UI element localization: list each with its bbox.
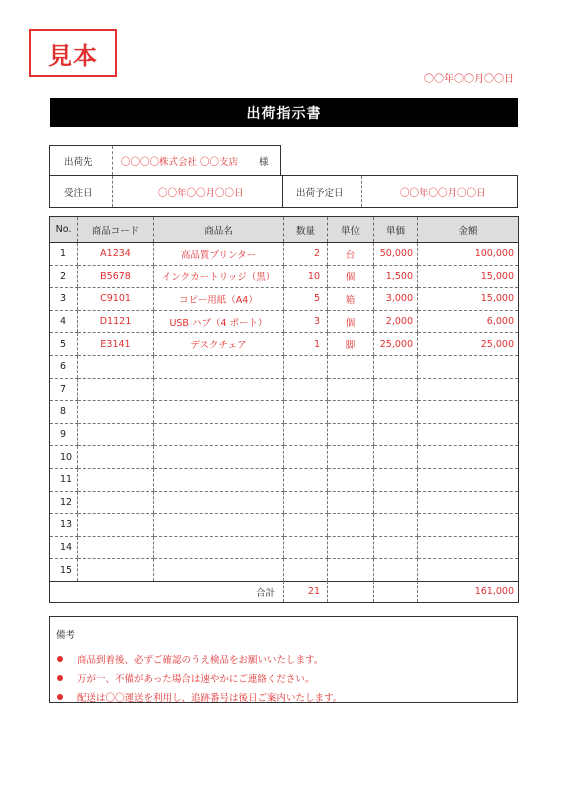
sample-stamp: 見本 — [29, 29, 117, 77]
row-name: デスクチェア — [154, 333, 284, 356]
ship-to-suffix: 様 — [259, 156, 269, 168]
table-header-row — [50, 217, 519, 243]
total-table — [49, 581, 519, 603]
table-row — [50, 446, 519, 469]
note-text: 万が一、不備があった場合は速やかにご連絡ください。 — [77, 673, 315, 685]
table-row — [50, 333, 519, 356]
order-date-value: 〇〇年〇〇月〇〇日 — [158, 187, 244, 199]
bullet-icon — [57, 694, 63, 700]
table-row — [50, 559, 519, 582]
notes-box — [49, 616, 518, 703]
row-unit: 台 — [328, 243, 374, 266]
row-price: 1,500 — [374, 265, 418, 288]
row-amount: 100,000 — [418, 243, 519, 266]
row-code: B5678 — [78, 265, 154, 288]
row-price: 2,000 — [374, 310, 418, 333]
row-price: 25,000 — [374, 333, 418, 356]
document-title: 出荷指示書 — [50, 98, 518, 127]
note-text: 商品到着後、必ずご確認のうえ検品をお願いいたします。 — [77, 654, 324, 666]
row-code: E3141 — [78, 333, 154, 356]
row-name: インクカートリッジ（黒） — [154, 265, 284, 288]
row-no: 13 — [50, 514, 78, 537]
row-no: 8 — [50, 401, 78, 424]
table-row — [50, 536, 519, 559]
table-row — [50, 355, 519, 378]
row-price: 3,000 — [374, 288, 418, 311]
row-qty: 2 — [284, 243, 328, 266]
note-item — [56, 687, 511, 706]
date-row — [49, 175, 518, 208]
row-name: USB ハブ（4 ポート） — [154, 310, 284, 333]
total-label: 合計 — [255, 587, 275, 599]
row-code: D1121 — [78, 310, 154, 333]
note-item — [56, 668, 511, 687]
row-no: 4 — [50, 310, 78, 333]
table-row — [50, 514, 519, 537]
row-no: 14 — [50, 536, 78, 559]
ship-to-label: 出荷先 — [64, 156, 93, 168]
ship-to-row — [49, 145, 281, 176]
row-qty: 3 — [284, 310, 328, 333]
row-unit: 個 — [328, 265, 374, 288]
row-code: C9101 — [78, 288, 154, 311]
row-qty: 5 — [284, 288, 328, 311]
row-amount: 15,000 — [418, 288, 519, 311]
ship-date-label: 出荷予定日 — [296, 187, 344, 199]
issue-date: 〇〇年〇〇月〇〇日 — [424, 74, 514, 85]
row-no: 1 — [50, 243, 78, 266]
row-no: 9 — [50, 423, 78, 446]
row-unit: 個 — [328, 310, 374, 333]
row-no: 5 — [50, 333, 78, 356]
total-qty: 21 — [284, 581, 328, 603]
note-item — [56, 649, 511, 668]
row-no: 12 — [50, 491, 78, 514]
col-qty: 数量 — [284, 217, 328, 243]
table-row — [50, 310, 519, 333]
col-code: 商品コード — [78, 217, 154, 243]
row-no: 11 — [50, 468, 78, 491]
row-amount: 6,000 — [418, 310, 519, 333]
row-qty: 1 — [284, 333, 328, 356]
table-row — [50, 468, 519, 491]
items-table — [49, 216, 519, 582]
row-unit: 脚 — [328, 333, 374, 356]
row-amount: 15,000 — [418, 265, 519, 288]
table-row — [50, 423, 519, 446]
row-no: 10 — [50, 446, 78, 469]
row-name: コピー用紙（A4） — [154, 288, 284, 311]
total-row — [50, 581, 519, 603]
row-qty: 10 — [284, 265, 328, 288]
bullet-icon — [57, 656, 63, 662]
col-name: 商品名 — [154, 217, 284, 243]
note-text: 配送は〇〇運送を利用し、追跡番号は後日ご案内いたします。 — [77, 692, 343, 704]
table-row — [50, 243, 519, 266]
row-price: 50,000 — [374, 243, 418, 266]
ship-to-value: 〇〇〇〇株式会社 〇〇支店 — [121, 156, 239, 168]
row-no: 6 — [50, 355, 78, 378]
row-no: 15 — [50, 559, 78, 582]
row-no: 2 — [50, 265, 78, 288]
order-date-label: 受注日 — [64, 187, 93, 199]
row-code: A1234 — [78, 243, 154, 266]
table-row — [50, 265, 519, 288]
col-amount: 金額 — [418, 217, 519, 243]
row-no: 3 — [50, 288, 78, 311]
notes-heading: 備考 — [56, 630, 76, 641]
row-name: 高品質プリンター — [154, 243, 284, 266]
col-no: No. — [50, 217, 78, 243]
col-price: 単価 — [374, 217, 418, 243]
ship-date-value: 〇〇年〇〇月〇〇日 — [400, 187, 486, 199]
row-no: 7 — [50, 378, 78, 401]
table-row — [50, 378, 519, 401]
total-amount: 161,000 — [418, 581, 519, 603]
table-row — [50, 288, 519, 311]
col-unit: 単位 — [328, 217, 374, 243]
table-row — [50, 491, 519, 514]
row-unit: 箱 — [328, 288, 374, 311]
table-row — [50, 401, 519, 424]
bullet-icon — [57, 675, 63, 681]
row-amount: 25,000 — [418, 333, 519, 356]
